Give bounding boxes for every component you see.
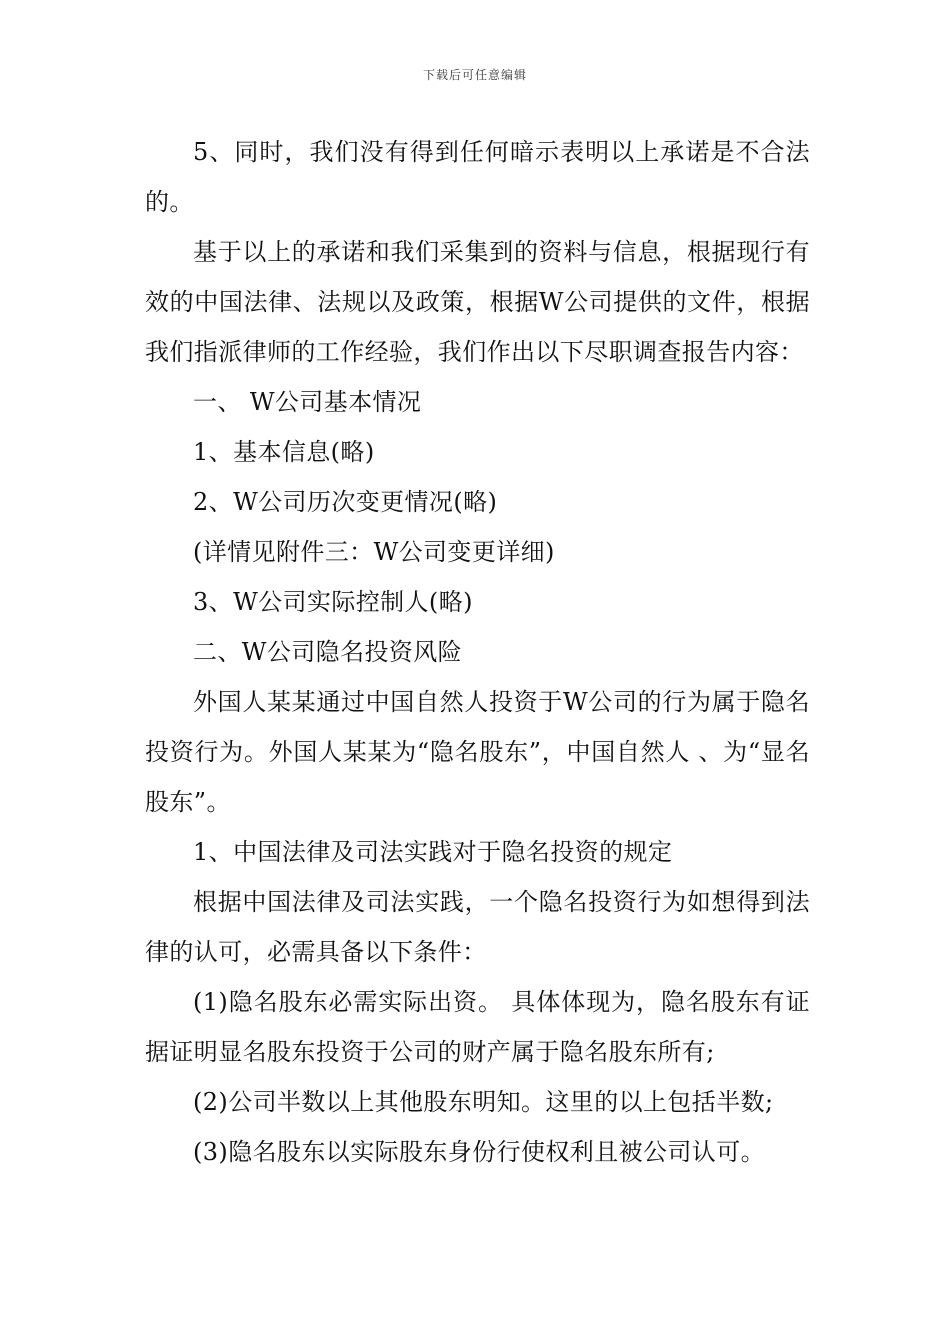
condition-item-3: (3)隐名股东以实际股东身份行使权利且被公司认可。	[193, 1138, 765, 1166]
list-item-controller: 3、W公司实际控制人(略)	[193, 588, 473, 616]
subsection-heading-1: 1、中国法律及司法实践对于隐名投资的规定	[193, 838, 673, 866]
condition-item-1: (1)隐名股东必需实际出资。 具体体现为，隐名股东有证据证明显名股东投资于公司的财产属于隐名股东所有;	[145, 988, 810, 1066]
paragraph-conditions-intro: 根据中国法律及司法实践，一个隐名投资行为如想得到法律的认可，必需具备以下条件：	[145, 888, 810, 966]
note-appendix-reference: (详情见附件三：W公司变更详细)	[193, 538, 555, 566]
condition-item-2: (2)公司半数以上其他股东明知。这里的以上包括半数;	[193, 1088, 774, 1116]
paragraph-basis: 基于以上的承诺和我们采集到的资料与信息，根据现行有效的中国法律、法规以及政策，根据W公司提供的文件，根据我们指派律师的工作经验，我们作出以下尽职调查报告内容：	[145, 238, 810, 366]
document-body	[145, 127, 810, 1177]
list-item-change-history: 2、W公司历次变更情况(略)	[193, 488, 498, 516]
paragraph-commitment-5: 5、同时，我们没有得到任何暗示表明以上承诺是不合法的。	[145, 138, 810, 216]
section-heading-1: 一、 W公司基本情况	[193, 388, 422, 416]
list-item-basic-info: 1、基本信息(略)	[193, 438, 375, 466]
paragraph-hidden-investment: 外国人某某通过中国自然人投资于W公司的行为属于隐名投资行为。外国人某某为“隐名股东”，中国自然人 、为“显名股东”。	[145, 688, 810, 816]
page-header: 下载后可任意编辑	[422, 68, 527, 82]
section-heading-2: 二、W公司隐名投资风险	[193, 638, 463, 666]
